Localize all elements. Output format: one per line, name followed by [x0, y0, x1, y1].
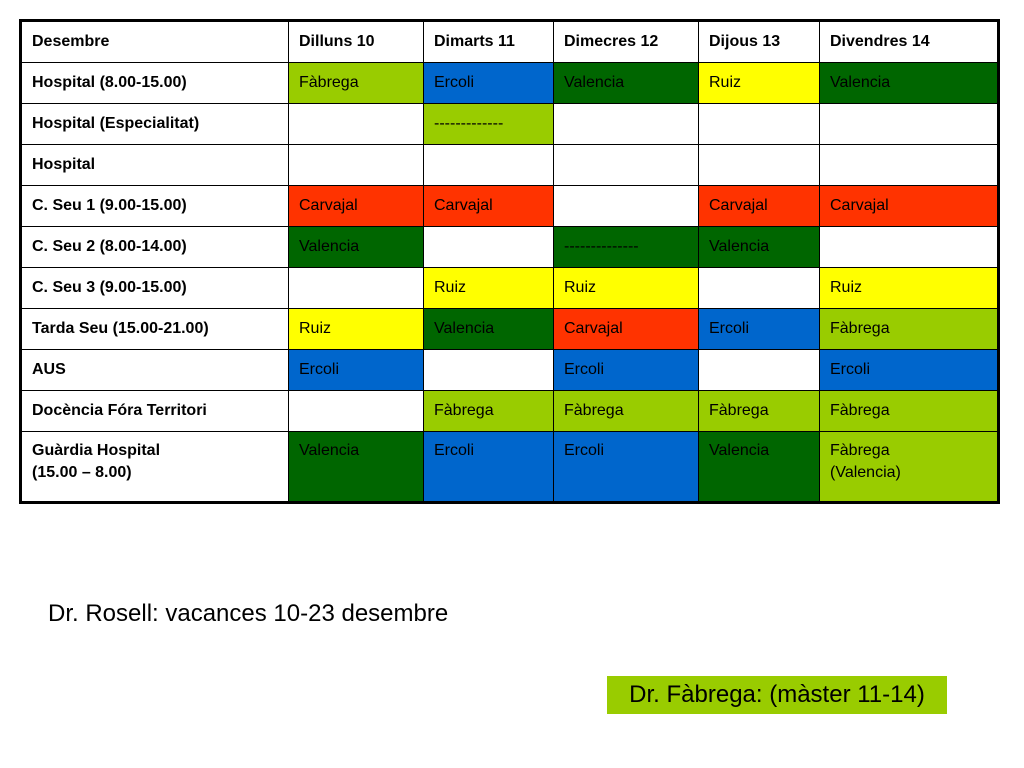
- cell-line: (Valencia): [830, 464, 901, 481]
- row-label: Docència Fóra Territori: [21, 391, 289, 432]
- schedule-row: [21, 227, 999, 268]
- schedule-cell: [699, 350, 820, 391]
- schedule-cell: Carvajal: [289, 186, 424, 227]
- row-label: Tarda Seu (15.00-21.00): [21, 309, 289, 350]
- schedule-cell: Ruiz: [554, 268, 699, 309]
- schedule-cell: [820, 227, 999, 268]
- vacation-note: Dr. Rosell: vacances 10-23 desembre: [48, 600, 449, 627]
- schedule-cell: [820, 145, 999, 186]
- row-label-line: Guàrdia Hospital: [32, 442, 161, 459]
- schedule-cell: [554, 145, 699, 186]
- schedule-cell: Carvajal: [820, 186, 999, 227]
- schedule-cell: Carvajal: [554, 309, 699, 350]
- schedule-cell: [424, 432, 554, 503]
- cell-line: Ercoli: [434, 442, 475, 459]
- column-header: Desembre: [21, 21, 289, 63]
- schedule-cell: [554, 432, 699, 503]
- schedule-row: [21, 309, 999, 350]
- schedule-cell: Valencia: [554, 63, 699, 104]
- schedule-cell: -------------: [424, 104, 554, 145]
- schedule-row: [21, 104, 999, 145]
- schedule-cell: Carvajal: [424, 186, 554, 227]
- cell-line: Ercoli: [564, 442, 605, 459]
- schedule-cell: Valencia: [699, 227, 820, 268]
- row-label: Hospital (Especialitat): [21, 104, 289, 145]
- row-label: C. Seu 1 (9.00-15.00): [21, 186, 289, 227]
- schedule-cell: Ercoli: [699, 309, 820, 350]
- column-header: Dijous 13: [699, 21, 820, 63]
- master-note: Dr. Fàbrega: (màster 11-14): [607, 676, 947, 714]
- schedule-cell: Ercoli: [820, 350, 999, 391]
- schedule-cell: [554, 104, 699, 145]
- cell-line: Valencia: [709, 442, 770, 459]
- schedule-cell: [554, 186, 699, 227]
- schedule-cell: Fàbrega: [424, 391, 554, 432]
- schedule-cell: [699, 432, 820, 503]
- schedule-cell: [289, 145, 424, 186]
- schedule-cell: [424, 227, 554, 268]
- schedule-cell: Ruiz: [820, 268, 999, 309]
- column-header: Dimecres 12: [554, 21, 699, 63]
- schedule-row: [21, 432, 999, 503]
- schedule-cell: Fàbrega: [820, 309, 999, 350]
- schedule-cell: Ercoli: [289, 350, 424, 391]
- schedule-cell: [289, 268, 424, 309]
- schedule-cell: Ruiz: [424, 268, 554, 309]
- schedule-cell: Ercoli: [424, 63, 554, 104]
- schedule-cell: [699, 268, 820, 309]
- schedule-cell: Valencia: [289, 227, 424, 268]
- row-label-line: (15.00 – 8.00): [32, 464, 132, 481]
- schedule-cell: Carvajal: [699, 186, 820, 227]
- column-header: Dimarts 11: [424, 21, 554, 63]
- schedule-row: [21, 145, 999, 186]
- schedule-cell: Fàbrega: [289, 63, 424, 104]
- schedule-cell: [699, 145, 820, 186]
- row-label: [21, 432, 289, 503]
- schedule-cell: Ruiz: [289, 309, 424, 350]
- schedule-cell: Ercoli: [554, 350, 699, 391]
- row-label: Hospital (8.00-15.00): [21, 63, 289, 104]
- schedule-body: [21, 21, 999, 503]
- schedule-cell: [289, 104, 424, 145]
- schedule-row: [21, 63, 999, 104]
- cell-line: Valencia: [299, 442, 360, 459]
- schedule-cell: [424, 350, 554, 391]
- header-row: [21, 21, 999, 63]
- schedule-cell: [289, 432, 424, 503]
- schedule-cell: Fàbrega: [820, 391, 999, 432]
- schedule-row: [21, 268, 999, 309]
- cell-line: Fàbrega: [830, 442, 890, 459]
- schedule-cell: [820, 432, 999, 503]
- schedule-cell: Ruiz: [699, 63, 820, 104]
- schedule-cell: Fàbrega: [554, 391, 699, 432]
- row-label: C. Seu 2 (8.00-14.00): [21, 227, 289, 268]
- column-header: Divendres 14: [820, 21, 999, 63]
- schedule-cell: Valencia: [424, 309, 554, 350]
- schedule-cell: [820, 104, 999, 145]
- schedule-cell: --------------: [554, 227, 699, 268]
- schedule-row: [21, 350, 999, 391]
- schedule-cell: [699, 104, 820, 145]
- schedule-cell: [289, 391, 424, 432]
- schedule-row: [21, 391, 999, 432]
- schedule-cell: Fàbrega: [699, 391, 820, 432]
- row-label: C. Seu 3 (9.00-15.00): [21, 268, 289, 309]
- schedule-cell: [424, 145, 554, 186]
- row-label: Hospital: [21, 145, 289, 186]
- row-label: AUS: [21, 350, 289, 391]
- schedule-cell: Valencia: [820, 63, 999, 104]
- schedule-row: [21, 186, 999, 227]
- schedule-table: [19, 19, 1000, 504]
- column-header: Dilluns 10: [289, 21, 424, 63]
